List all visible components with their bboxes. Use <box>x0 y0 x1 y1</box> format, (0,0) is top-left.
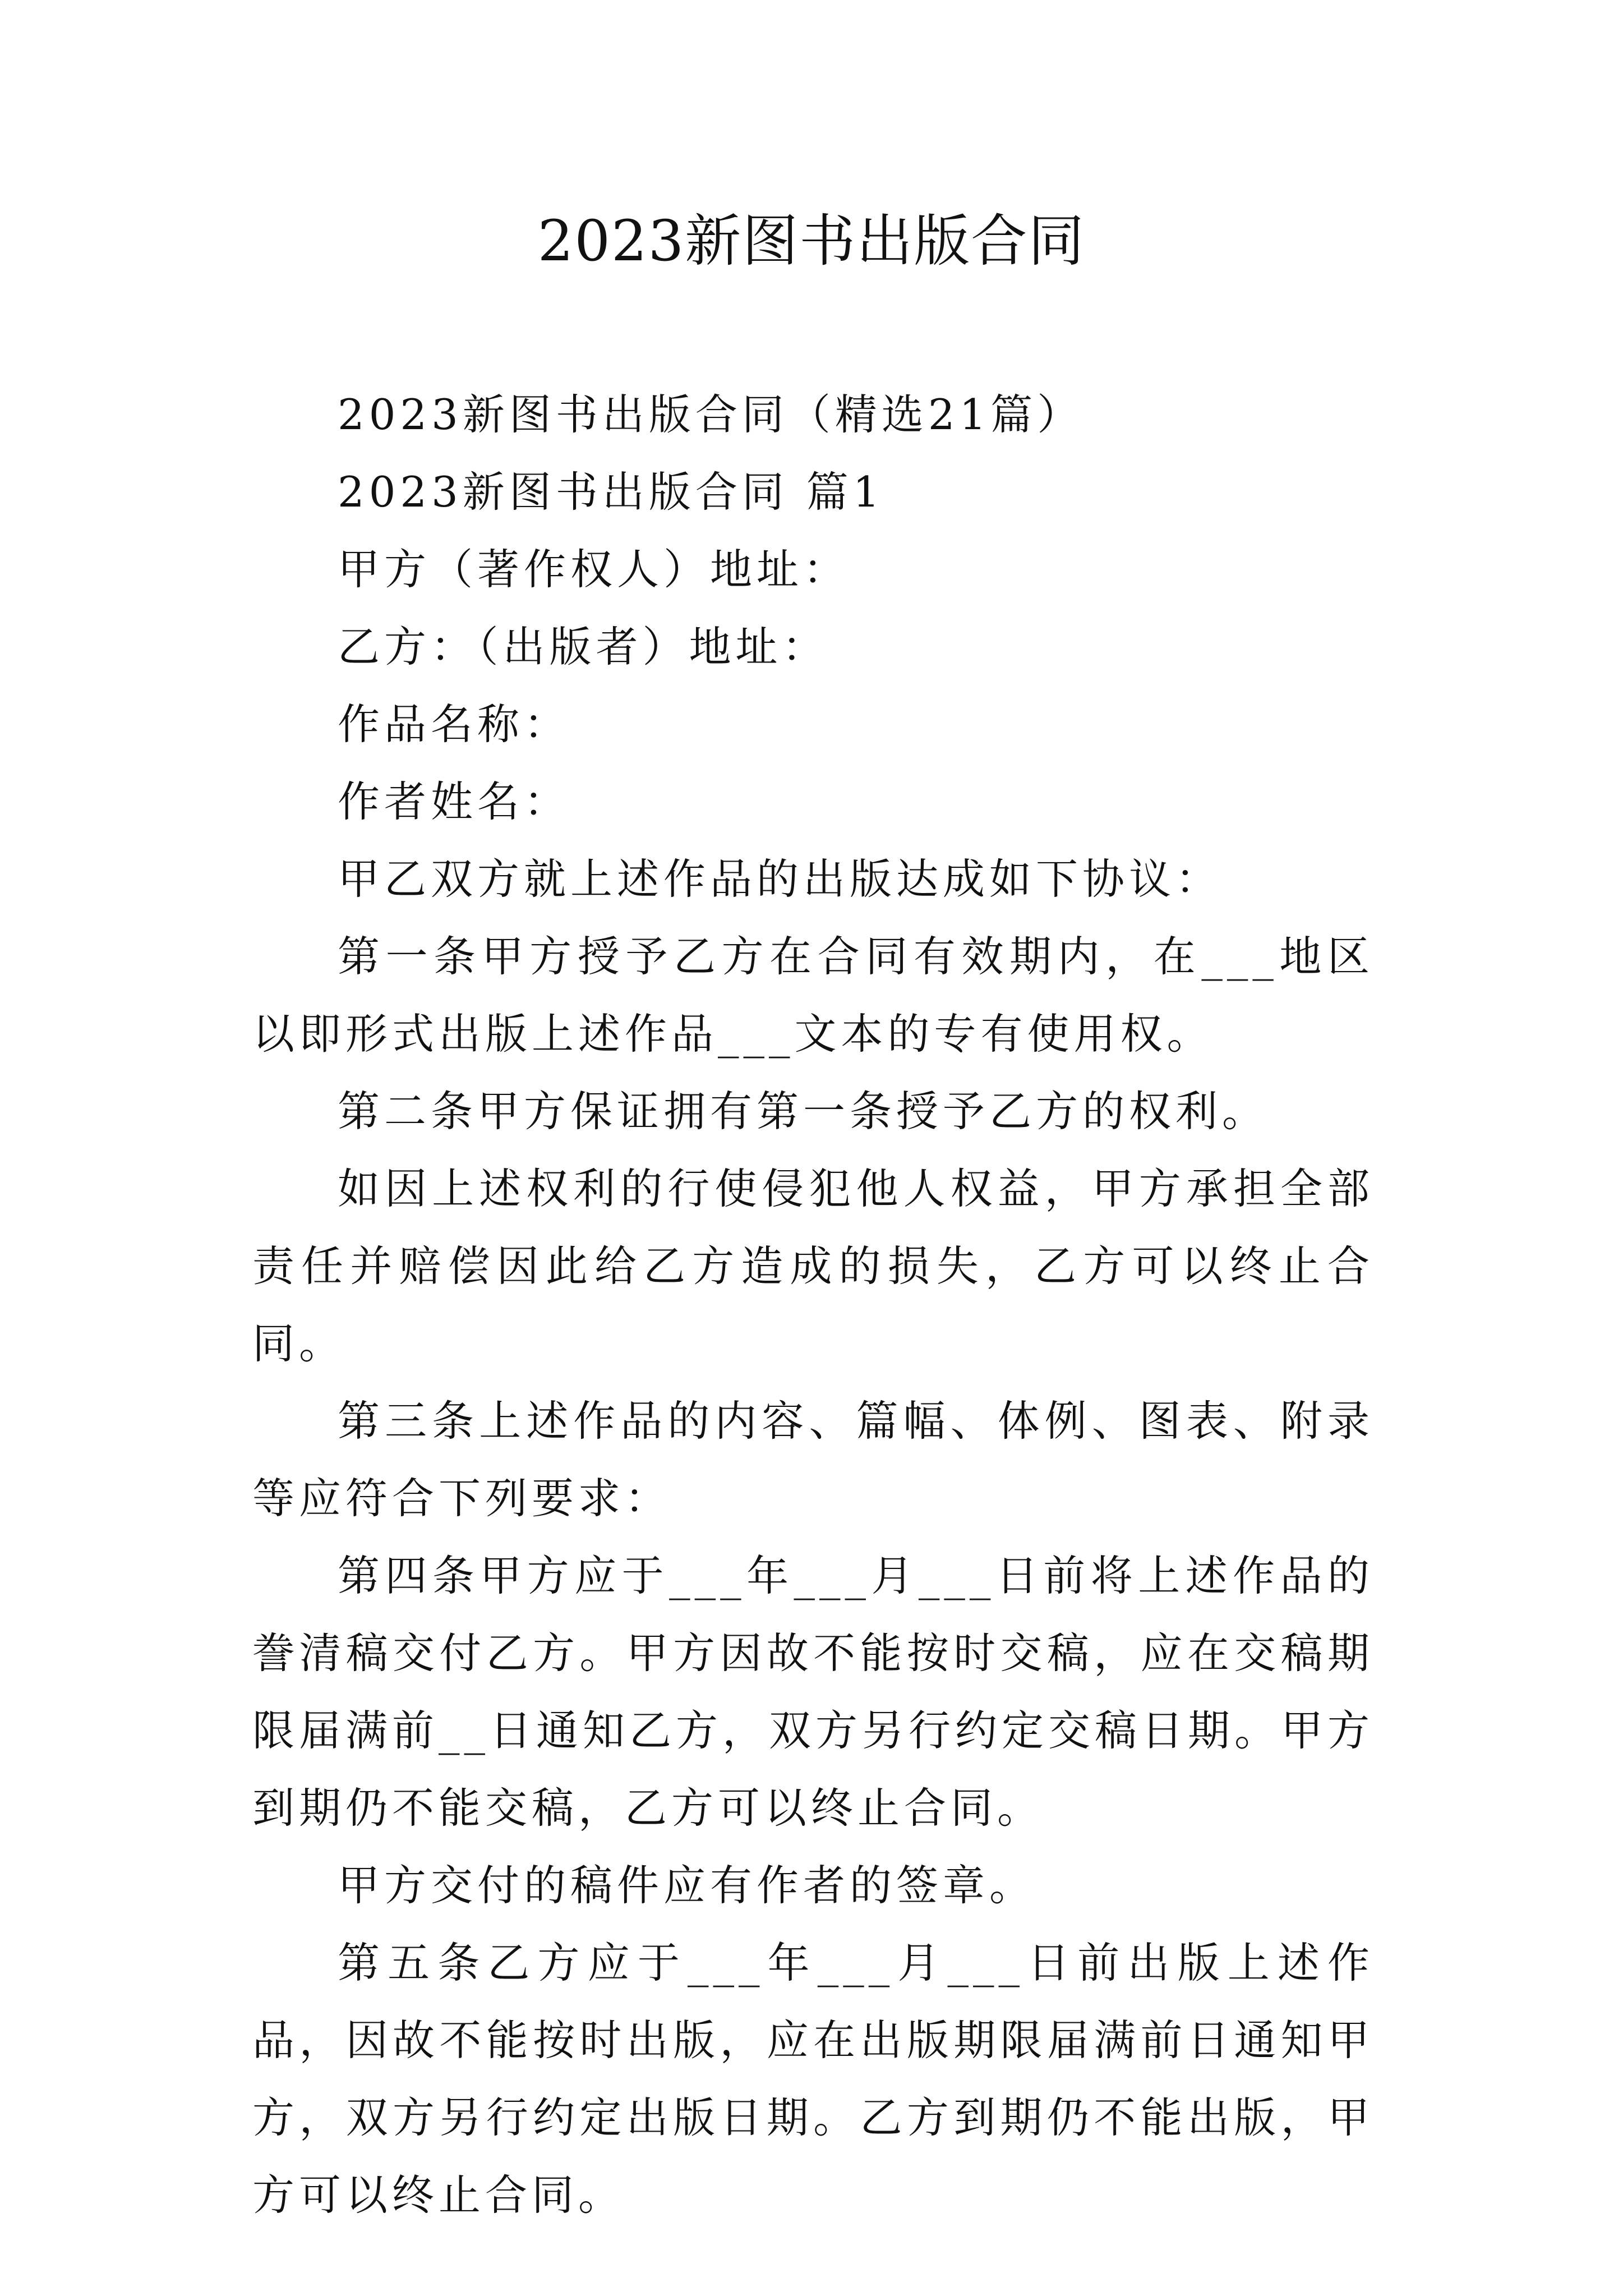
paragraph-clause-3: 第三条上述作品的内容、篇幅、体例、图表、附录等应符合下列要求： <box>252 1396 1374 1523</box>
paragraph-agreement-intro: 甲乙双方就上述作品的出版达成如下协议： <box>338 854 1223 904</box>
document-body <box>252 376 1374 2234</box>
paragraph-party-a: 甲方（著作权人）地址： <box>338 545 850 594</box>
paragraph-clause-5: 第五条乙方应于___年___月___日前出版上述作品，因故不能按时出版，应在出版期限届满前日通知甲方，双方另行约定出版日期。乙方到期仍不能出版，甲方可以终止合同。 <box>252 1938 1374 2220</box>
paragraph-clause-1: 第一条甲方授予乙方在合同有效期内，在___地区以即形式出版上述作品___文本的专有使用权。 <box>252 932 1374 1059</box>
paragraph-party-b: 乙方：（出版者）地址： <box>338 622 829 671</box>
paragraph-author-name: 作者姓名： <box>338 777 571 826</box>
paragraph-article-heading: 2023新图书出版合同 篇1 <box>338 467 884 517</box>
document-title: 2023新图书出版合同 <box>537 208 1086 274</box>
paragraph-work-name: 作品名称： <box>338 700 571 749</box>
paragraph-clause-4: 第四条甲方应于___年___月___日前将上述作品的誊清稿交付乙方。甲方因故不能按时交稿，应在交稿期限届满前__日通知乙方，双方另行约定交稿日期。甲方到期仍不能交稿，乙方可以终止合同。 <box>252 1551 1375 1833</box>
paragraph-clause-2-liability: 如因上述权利的行使侵犯他人权益，甲方承担全部责任并赔偿因此给乙方造成的损失，乙方可以终止合同。 <box>252 1164 1374 1368</box>
paragraph-clause-4-signature: 甲方交付的稿件应有作者的签章。 <box>338 1861 1036 1910</box>
paragraph-clause-2: 第二条甲方保证拥有第一条授予乙方的权利。 <box>338 1087 1269 1136</box>
paragraph-collection-title: 2023新图书出版合同（精选21篇） <box>338 390 1084 439</box>
